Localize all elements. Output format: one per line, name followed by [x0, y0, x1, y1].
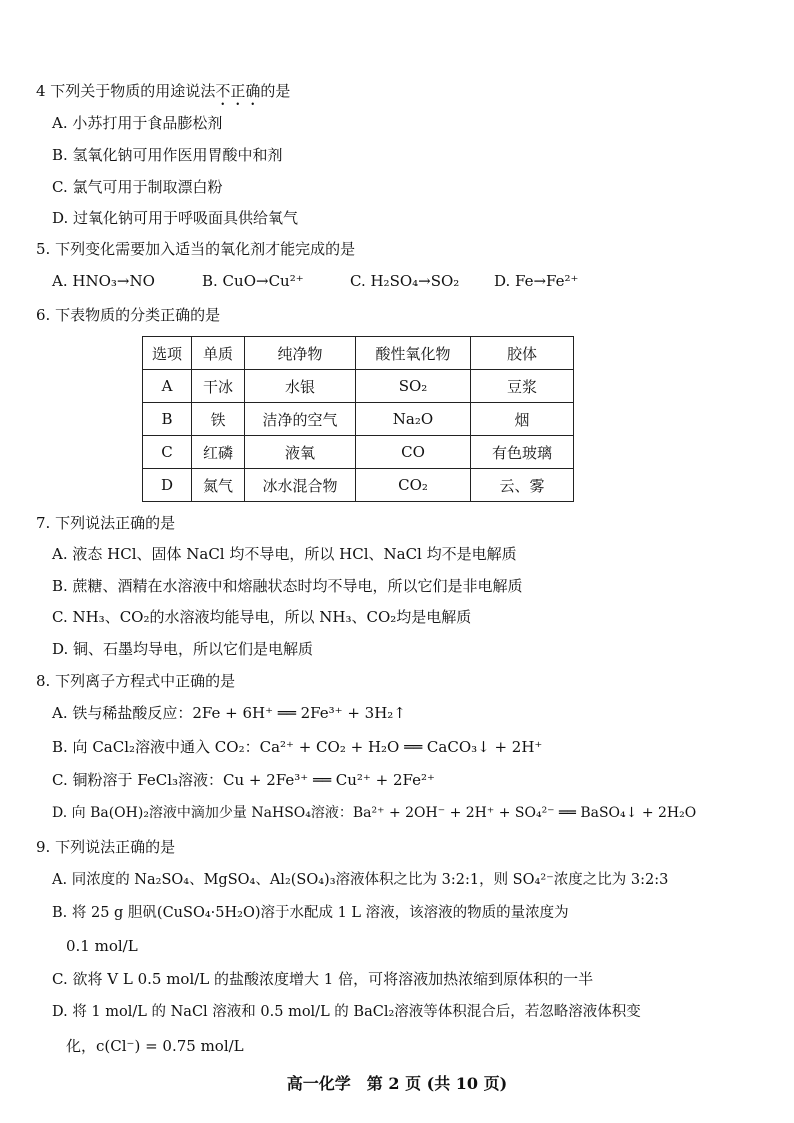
q7-option-d: D. 铜、石墨均导电，所以它们是电解质 — [52, 640, 314, 658]
table-header-cell: 酸性氧化物 — [356, 337, 471, 370]
table-cell: B — [143, 403, 192, 436]
q7-option-b: B. 蔗糖、酒精在水溶液中和熔融状态时均不导电，所以它们是非电解质 — [52, 577, 523, 595]
table-cell: 红磷 — [192, 436, 245, 469]
table-cell: SO₂ — [356, 370, 471, 403]
table-header-cell: 胶体 — [471, 337, 574, 370]
q7-option-a: A. 液态 HCl、固体 NaCl 均不导电，所以 HCl、NaCl 均不是电解质 — [52, 545, 517, 563]
q9-option-a: A. 同浓度的 Na₂SO₄、MgSO₄、Al₂(SO₄)₃溶液体积之比为 3:2:1，则 SO₄²⁻浓度之比为 3:2:3 — [52, 872, 669, 888]
q5-option-a: A. HNO₃→NO — [52, 272, 155, 290]
table-cell: 烟 — [471, 403, 574, 436]
table-cell: 氮气 — [192, 469, 245, 502]
table-cell: 水银 — [245, 370, 356, 403]
q4-option-a: A. 小苏打用于食品膨松剂 — [52, 114, 223, 132]
table-header-cell: 纯净物 — [245, 337, 356, 370]
table-cell: A — [143, 370, 192, 403]
table-cell: 有色玻璃 — [471, 436, 574, 469]
table-cell: 铁 — [192, 403, 245, 436]
q7-option-c: C. NH₃、CO₂的水溶液均能导电，所以 NH₃、CO₂均是电解质 — [52, 608, 472, 626]
table-cell: D — [143, 469, 192, 502]
table-cell: 冰水混合物 — [245, 469, 356, 502]
q4-option-d: D. 过氧化钠可用于呼吸面具供给氧气 — [52, 209, 299, 227]
q4-stem — [36, 80, 290, 109]
table-cell: C — [143, 436, 192, 469]
table-cell: CO — [356, 436, 471, 469]
q8-stem: 8. 下列离子方程式中正确的是 — [36, 672, 236, 690]
table-cell: CO₂ — [356, 469, 471, 502]
q7-stem: 7. 下列说法正确的是 — [36, 514, 176, 532]
q4-stem-suffix: 的是 — [260, 82, 291, 100]
q9-option-b-line1: B. 将 25 g 胆矾(CuSO₄·5H₂O)溶于水配成 1 L 溶液，该溶液的物质的量浓度为 — [52, 905, 569, 921]
q9-option-c: C. 欲将 V L 0.5 mol/L 的盐酸浓度增大 1 倍，可将溶液加热浓缩到原体积的一半 — [52, 970, 594, 988]
q6-classification-table — [142, 336, 574, 502]
table-header-cell: 单质 — [192, 337, 245, 370]
q9-option-b-line2: 0.1 mol/L — [66, 937, 138, 955]
q8-option-d: D. 向 Ba(OH)₂溶液中滴加少量 NaHSO₄溶液：Ba²⁺ + 2OH⁻ + 2H⁺ + SO₄²⁻ ══ BaSO₄↓ + 2H₂O — [52, 805, 697, 821]
q5-option-d: D. Fe→Fe²⁺ — [494, 272, 579, 290]
q9-option-d-line2: 化，c(Cl⁻) = 0.75 mol/L — [66, 1037, 244, 1055]
table-row — [143, 370, 574, 403]
table-header-cell: 选项 — [143, 337, 192, 370]
table-cell: 洁净的空气 — [245, 403, 356, 436]
table-row — [143, 403, 574, 436]
q5-stem: 5. 下列变化需要加入适当的氧化剂才能完成的是 — [36, 240, 356, 258]
q5-option-c: C. H₂SO₄→SO₂ — [350, 272, 460, 290]
q9-option-d-line1: D. 将 1 mol/L 的 NaCl 溶液和 0.5 mol/L 的 BaCl₂溶液等体积混合后，若忽略溶液体积变 — [52, 1004, 641, 1020]
table-row — [143, 436, 574, 469]
table-cell: 云、雾 — [471, 469, 574, 502]
q6-stem: 6. 下表物质的分类正确的是 — [36, 306, 221, 324]
q8-option-b: B. 向 CaCl₂溶液中通入 CO₂：Ca²⁺ + CO₂ + H₂O ══ CaCO₃↓ + 2H⁺ — [52, 738, 543, 756]
q8-option-c: C. 铜粉溶于 FeCl₃溶液：Cu + 2Fe³⁺ ══ Cu²⁺ + 2Fe²⁺ — [52, 771, 435, 789]
q4-stem-emphasis: 不正确 — [215, 82, 261, 100]
q4-stem-prefix: 4 下列关于物质的用途说法 — [36, 82, 216, 100]
q4-option-b: B. 氢氧化钠可用作医用胃酸中和剂 — [52, 146, 283, 164]
table-cell: 干冰 — [192, 370, 245, 403]
table-cell: 豆浆 — [471, 370, 574, 403]
table-cell: Na₂O — [356, 403, 471, 436]
q8-option-a: A. 铁与稀盐酸反应：2Fe + 6H⁺ ══ 2Fe³⁺ + 3H₂↑ — [52, 704, 406, 722]
q5-option-b: B. CuO→Cu²⁺ — [202, 272, 304, 290]
q4-option-c: C. 氯气可用于制取漂白粉 — [52, 178, 223, 196]
table-row — [143, 469, 574, 502]
table-header-row — [143, 337, 574, 370]
table-cell: 液氧 — [245, 436, 356, 469]
q9-stem: 9. 下列说法正确的是 — [36, 838, 176, 856]
page-footer: 高一化学 第 2 页 (共 10 页) — [286, 1074, 508, 1093]
